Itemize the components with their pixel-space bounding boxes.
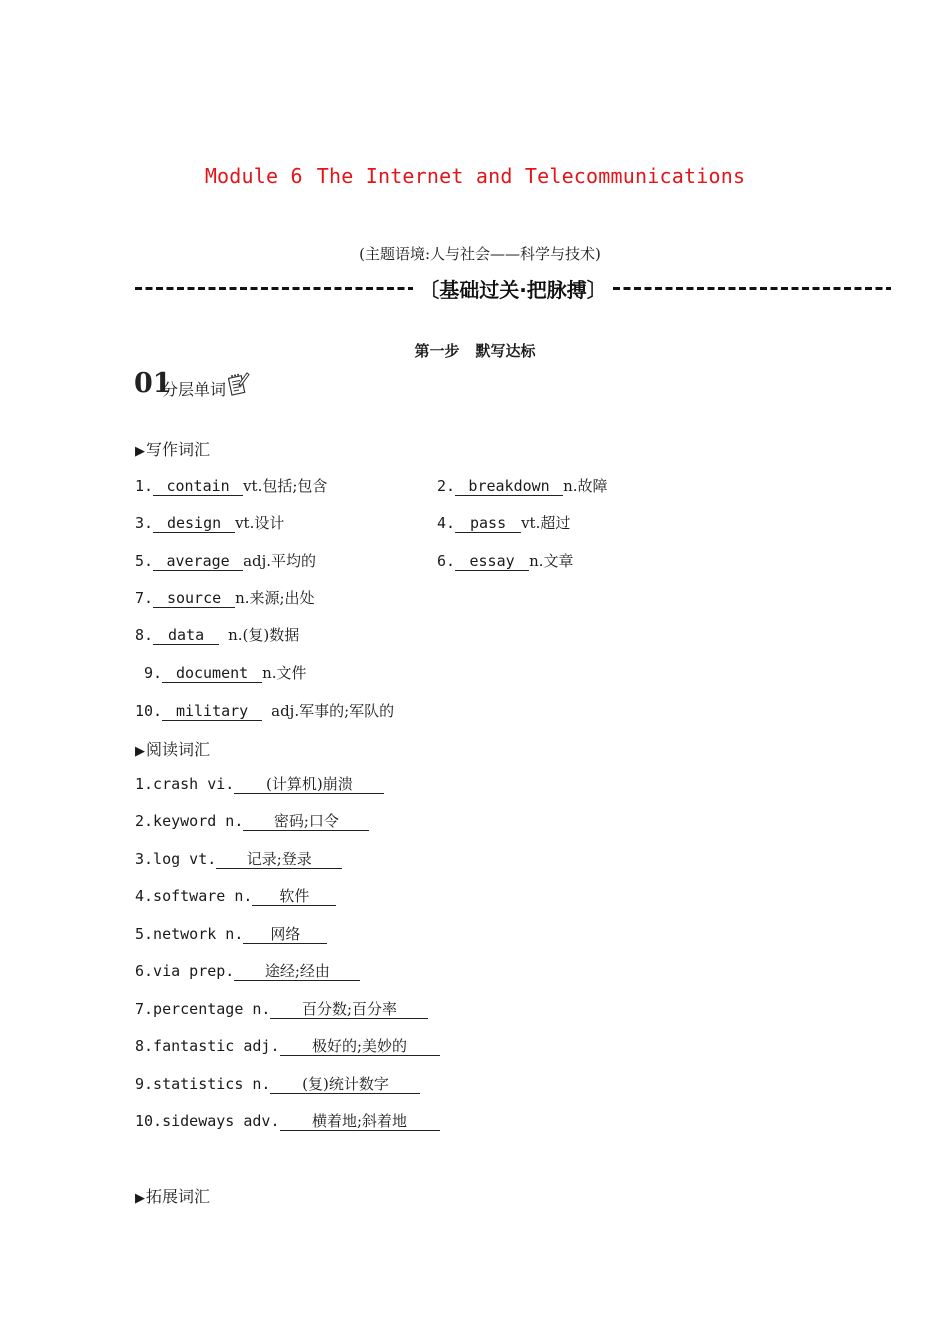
- answer-blank[interactable]: document: [162, 664, 262, 683]
- writing-item: 3. design vt.设计: [135, 514, 285, 532]
- writing-item: 4. pass vt.超过: [437, 514, 571, 532]
- answer-blank[interactable]: 网络: [243, 925, 327, 944]
- reading-item: 4.software n. 软件: [135, 887, 336, 906]
- triangle-bullet-icon: ▶: [135, 744, 145, 759]
- theme-subtitle: (主题语境:人与社会——科学与技术): [359, 245, 601, 263]
- answer-blank[interactable]: 密码;口令: [243, 812, 369, 831]
- reading-item: 9.statistics n. (复)统计数字: [135, 1075, 420, 1094]
- notepad-pencil-icon: [228, 371, 250, 397]
- answer-blank[interactable]: 途经;经由: [234, 962, 360, 981]
- writing-item: 9. document n.文件: [144, 664, 307, 682]
- reading-item: 8.fantastic adj. 极好的;美妙的: [135, 1037, 440, 1056]
- answer-blank[interactable]: essay: [455, 552, 529, 571]
- answer-blank[interactable]: 记录;登录: [216, 850, 342, 869]
- answer-blank[interactable]: military: [162, 702, 262, 721]
- reading-item: 1.crash vi. (计算机)崩溃: [135, 775, 384, 794]
- writing-vocab-heading: ▶写作词汇: [135, 440, 211, 459]
- writing-item: 10. military adj.军事的;军队的: [135, 702, 395, 720]
- answer-blank[interactable]: (复)统计数字: [270, 1075, 420, 1094]
- reading-item: 10.sideways adv. 横着地;斜着地: [135, 1112, 440, 1131]
- answer-blank[interactable]: average: [153, 552, 243, 571]
- reading-item: 2.keyword n. 密码;口令: [135, 812, 369, 831]
- page-title: Module 6 The Internet and Telecommunications: [204, 164, 746, 188]
- answer-blank[interactable]: source: [153, 589, 235, 608]
- reading-item: 6.via prep. 途经;经由: [135, 962, 360, 981]
- triangle-bullet-icon: ▶: [135, 444, 145, 459]
- answer-blank[interactable]: breakdown: [455, 477, 563, 496]
- step-heading: 第一步 默写达标: [414, 342, 536, 360]
- banner-dash-right: [613, 287, 891, 290]
- answer-blank[interactable]: 极好的;美妙的: [280, 1037, 440, 1056]
- writing-item: 6. essay n.文章: [437, 552, 574, 570]
- answer-blank[interactable]: 软件: [252, 887, 336, 906]
- answer-blank[interactable]: 横着地;斜着地: [280, 1112, 440, 1131]
- section-banner: [135, 273, 891, 303]
- writing-item: 1. contain vt.包括;包含: [135, 477, 328, 495]
- section-number: 01: [134, 368, 172, 399]
- extension-vocab-heading: ▶拓展词汇: [135, 1187, 211, 1206]
- banner-label: 〔基础过关·把脉搏〕: [419, 277, 607, 302]
- section-label: 分层单词: [162, 380, 227, 399]
- banner-dash-left: [135, 287, 413, 290]
- reading-vocab-heading: ▶阅读词汇: [135, 740, 211, 759]
- triangle-bullet-icon: ▶: [135, 1191, 145, 1206]
- writing-item: 2. breakdown n.故障: [437, 477, 608, 495]
- writing-item: 7. source n.来源;出处: [135, 589, 315, 607]
- answer-blank[interactable]: contain: [153, 477, 243, 496]
- reading-item: 3.log vt. 记录;登录: [135, 850, 342, 869]
- answer-blank[interactable]: pass: [455, 514, 521, 533]
- answer-blank[interactable]: (计算机)崩溃: [234, 775, 384, 794]
- reading-item: 5.network n. 网络: [135, 925, 327, 944]
- writing-item: 8. data n.(复)数据: [135, 626, 300, 644]
- answer-blank[interactable]: design: [153, 514, 235, 533]
- answer-blank[interactable]: 百分数;百分率: [270, 1000, 428, 1019]
- answer-blank[interactable]: data: [153, 626, 219, 645]
- writing-item: 5. average adj.平均的: [135, 552, 317, 570]
- reading-item: 7.percentage n. 百分数;百分率: [135, 1000, 428, 1019]
